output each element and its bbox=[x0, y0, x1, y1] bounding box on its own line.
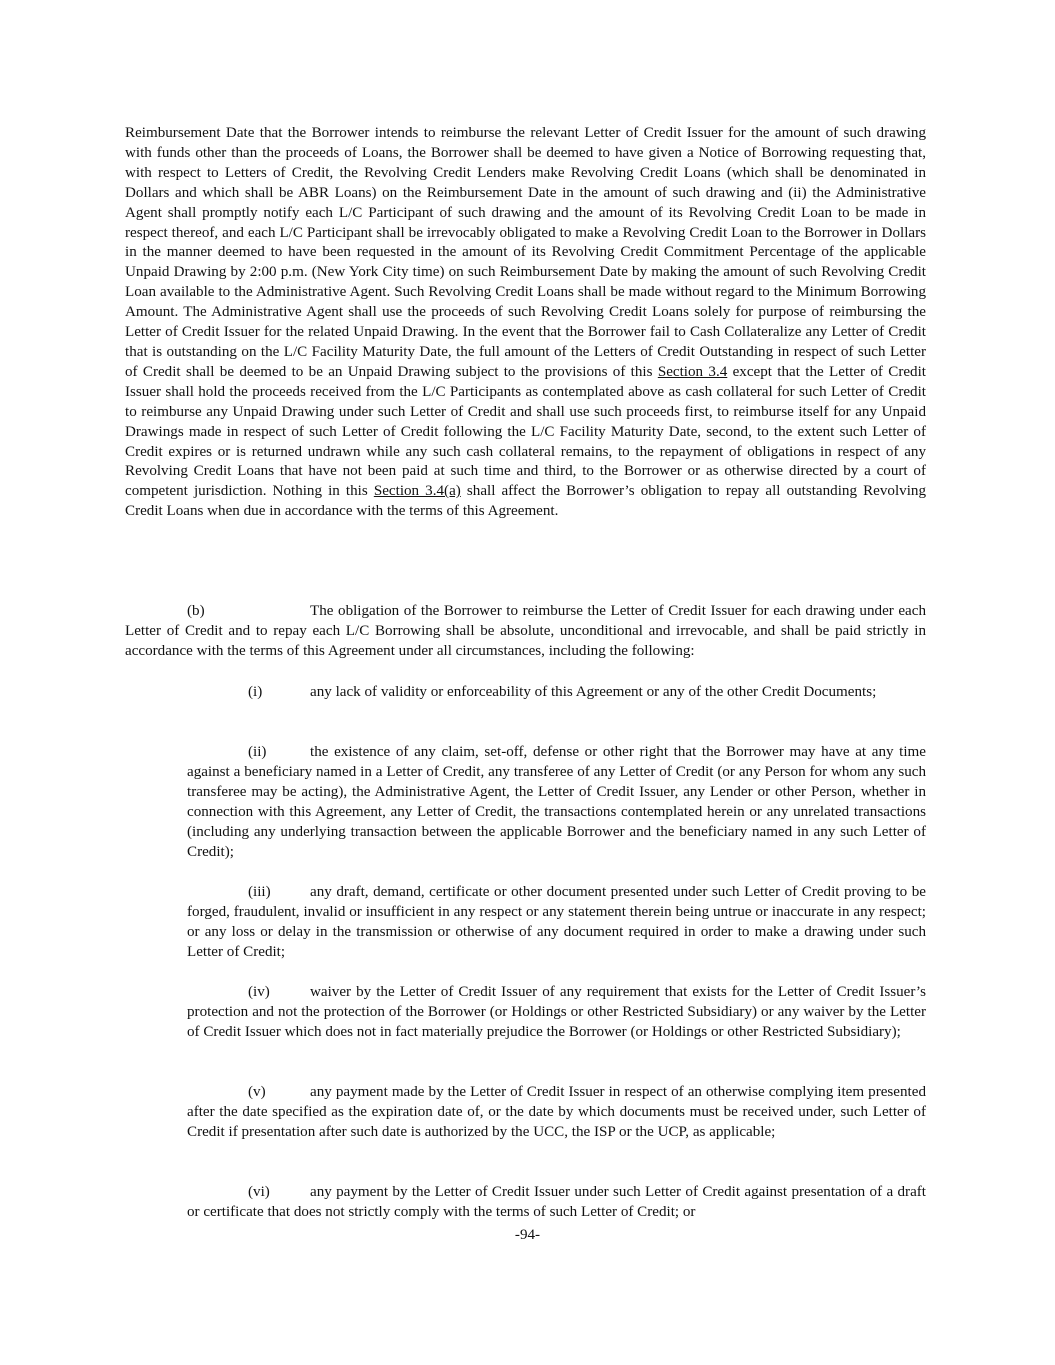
clause-text: any payment made by the Letter of Credit Issuer in respect of an otherwise complying item presented after the date specified as the expiration date of, or the date by which documents must be received under, such Letter of Credit if presentation after such date is authorized by the UCC, the ISP or the UCP, as applicable; bbox=[187, 1084, 926, 1140]
clause-label: (i) bbox=[248, 684, 263, 700]
clause-ii bbox=[187, 743, 926, 862]
clause-text: waiver by the Letter of Credit Issuer of any requirement that exists for the Letter of Credit Issuer’s protection and not the protection of the Borrower (or Holdings or other Restricted Subsidiary) or any waiver by the Letter of Credit Issuer which does not in fact materially prejudice the Borrower (or Holdings or other Restricted Subsidiary); bbox=[187, 984, 926, 1040]
clause-text: any lack of validity or enforceability of this Agreement or any of the other Credit Documents; bbox=[310, 684, 877, 700]
clause-label: (ii) bbox=[248, 744, 267, 760]
clause-label: (iii) bbox=[248, 884, 271, 900]
paragraph-text: Reimbursement Date that the Borrower intends to reimburse the relevant Letter of Credit Issuer for the amount of such drawing with funds other than the proceeds of Loans, the Borrower shall be deemed to have given a Notice of Borrowing requesting that, with respect to Letters of Credit, the Revolving Credit Lenders make Revolving Credit Loans (which shall be denominated in Dollars and which shall be ABR Loans) on the Reimbursement Date in the amount of such drawing and (ii) the Administrative Agent shall promptly notify each L/C Participant of such drawing and the amount of its Revolving Credit Loan to be made in respect thereof, and each L/C Participant shall be irrevocably obligated to make a Revolving Credit Loan to the Borrower in Dollars in the manner deemed to have been requested in the amount of its Revolving Credit Commitment Percentage of the applicable Unpaid Drawing by 2:00 p.m. (New York City time) on such Reimbursement Date by making the amount of such Revolving Credit Loan available to the Administrative Agent. Such Revolving Credit Loans shall be made without regard to the Minimum Borrowing Amount. The Administrative Agent shall use the proceeds of such Revolving Credit Loans solely for purpose of reimbursing the Letter of Credit Issuer for the related Unpaid Drawing. In the event that the Borrower fail to Cash Collateralize any Letter of Credit that is outstanding on the L/C Facility Maturity Date, the full amount of the Letters of Credit Outstanding in respect of such Letter of Credit shall be deemed to be an Unpaid Drawing subject to the provisions of this bbox=[125, 125, 926, 380]
clause-label: (v) bbox=[248, 1084, 266, 1100]
continuation-paragraph bbox=[125, 124, 926, 522]
clause-i bbox=[187, 683, 926, 703]
section-reference: Section 3.4(a) bbox=[373, 483, 461, 500]
section-reference: Section 3.4 bbox=[657, 363, 728, 380]
clause-iv bbox=[187, 983, 926, 1043]
clause-text: any payment by the Letter of Credit Issuer under such Letter of Credit against presentation of a draft or certificate that does not strictly comply with the terms of such Letter of Credit; or bbox=[187, 1184, 926, 1220]
paragraph-text: shall affect the Borrower’s obligation to repay all outstanding Revolving Credit Loans when due in accordance with the terms of this Agreement. bbox=[125, 483, 926, 520]
paragraph-label: (b) bbox=[187, 603, 205, 619]
paragraph-text: The obligation of the Borrower to reimburse the Letter of Credit Issuer for each drawing under each Letter of Credit and to repay each L/C Borrowing shall be absolute, unconditional and irrevocable, and shall be paid strictly in accordance with the terms of this Agreement under all circumstances, including the following: bbox=[125, 603, 926, 659]
clause-iii bbox=[187, 883, 926, 963]
page-number: -94- bbox=[514, 1227, 541, 1243]
clause-label: (vi) bbox=[248, 1184, 270, 1200]
clause-vi bbox=[187, 1183, 926, 1223]
clause-v bbox=[187, 1083, 926, 1143]
clause-text: the existence of any claim, set-off, defense or other right that the Borrower may have at any time against a beneficiary named in a Letter of Credit, any transferee of any Letter of Credit (or any Person for whom any such transferee may be acting), the Administrative Agent, the Letter of Credit Issuer, any Lender or other Person, whether in connection with this Agreement, any Letter of Credit, the transactions contemplated herein or any unrelated transactions (including any underlying transaction between the applicable Borrower and the beneficiary named in any such Letter of Credit); bbox=[187, 744, 926, 860]
clause-text: any draft, demand, certificate or other document presented under such Letter of Credit proving to be forged, fraudulent, invalid or insufficient in any respect or any statement therein being untrue or inaccurate in any respect; or any loss or delay in the transmission or otherwise of any document required in order to make a drawing under such Letter of Credit; bbox=[187, 884, 926, 960]
paragraph-text: except that the Letter of Credit Issuer shall hold the proceeds received from the L/C Participants as contemplated above as cash collateral for such Letter of Credit to reimburse any Unpaid Drawing under such Letter of Credit and shall use such proceeds first, to reimburse itself for any Unpaid Drawings made in respect of such Letter of Credit following the L/C Facility Maturity Date, second, to the extent such Letter of Credit expires or is returned undrawn while any such cash collateral remains, to the repayment of obligations in respect of any Revolving Credit Loans that have not been paid at such time and third, to the Borrower or as otherwise directed by a court of competent jurisdiction. Nothing in this bbox=[125, 363, 926, 500]
paragraph-b bbox=[125, 602, 926, 662]
clause-label: (iv) bbox=[248, 984, 270, 1000]
